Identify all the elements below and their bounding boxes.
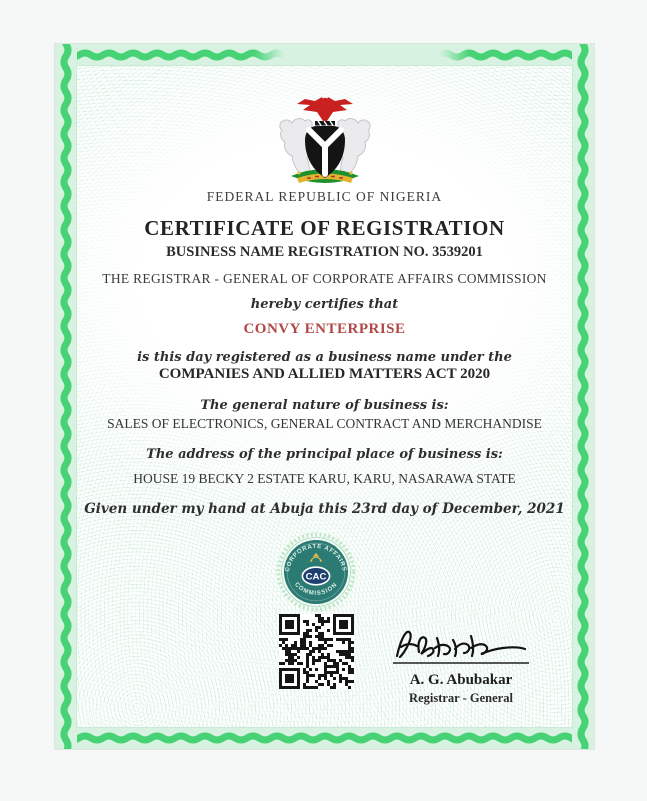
nature-of-business-value: SALES OF ELECTRONICS, GENERAL CONTRACT AND MERCHANDISE — [107, 416, 542, 431]
address-label: The address of the principal place of business is: — [146, 447, 503, 462]
certificate-body — [76, 65, 573, 728]
border-top-fade — [254, 44, 470, 66]
registered-under-line: is this day registered as a business name under the — [137, 350, 512, 365]
nature-of-business-label: The general nature of business is: — [200, 398, 449, 413]
border-top — [55, 44, 594, 66]
business-name: CONVY ENTERPRISE — [243, 321, 406, 337]
registrar-signature-icon — [387, 622, 535, 666]
cac-seal — [276, 532, 356, 612]
address-value: HOUSE 19 BECKY 2 ESTATE KARU, KARU, NASARAWA STATE — [133, 471, 516, 486]
border-bottom — [55, 727, 594, 749]
registrar-general-line: THE REGISTRAR - GENERAL OF CORPORATE AFFAIRS COMMISSION — [102, 271, 547, 286]
act-line: COMPANIES AND ALLIED MATTERS ACT 2020 — [158, 366, 491, 382]
certificate — [55, 44, 594, 749]
registration-number: BUSINESS NAME REGISTRATION NO. 3539201 — [166, 244, 483, 260]
seal-center-text: CAC — [305, 571, 327, 583]
signature-block — [387, 622, 535, 706]
country-name: FEDERAL REPUBLIC OF NIGERIA — [206, 189, 443, 204]
given-under-hand-line: Given under my hand at Abuja this 23rd day of December, 2021 — [84, 501, 565, 517]
nigeria-coat-of-arms-icon — [264, 94, 386, 189]
certifies-label: hereby certifies that — [250, 297, 399, 312]
signatory-title: Registrar - General — [409, 691, 513, 705]
border-left — [55, 44, 77, 749]
seal-top-text: CORPORATE AFFAIRS — [284, 543, 348, 573]
certificate-title: CERTIFICATE OF REGISTRATION — [144, 216, 505, 240]
qr-code — [279, 614, 354, 689]
seal-bottom-text: COMMISSION — [293, 581, 339, 597]
border-right — [572, 44, 594, 749]
signatory-name: A. G. Abubakar — [409, 672, 513, 688]
